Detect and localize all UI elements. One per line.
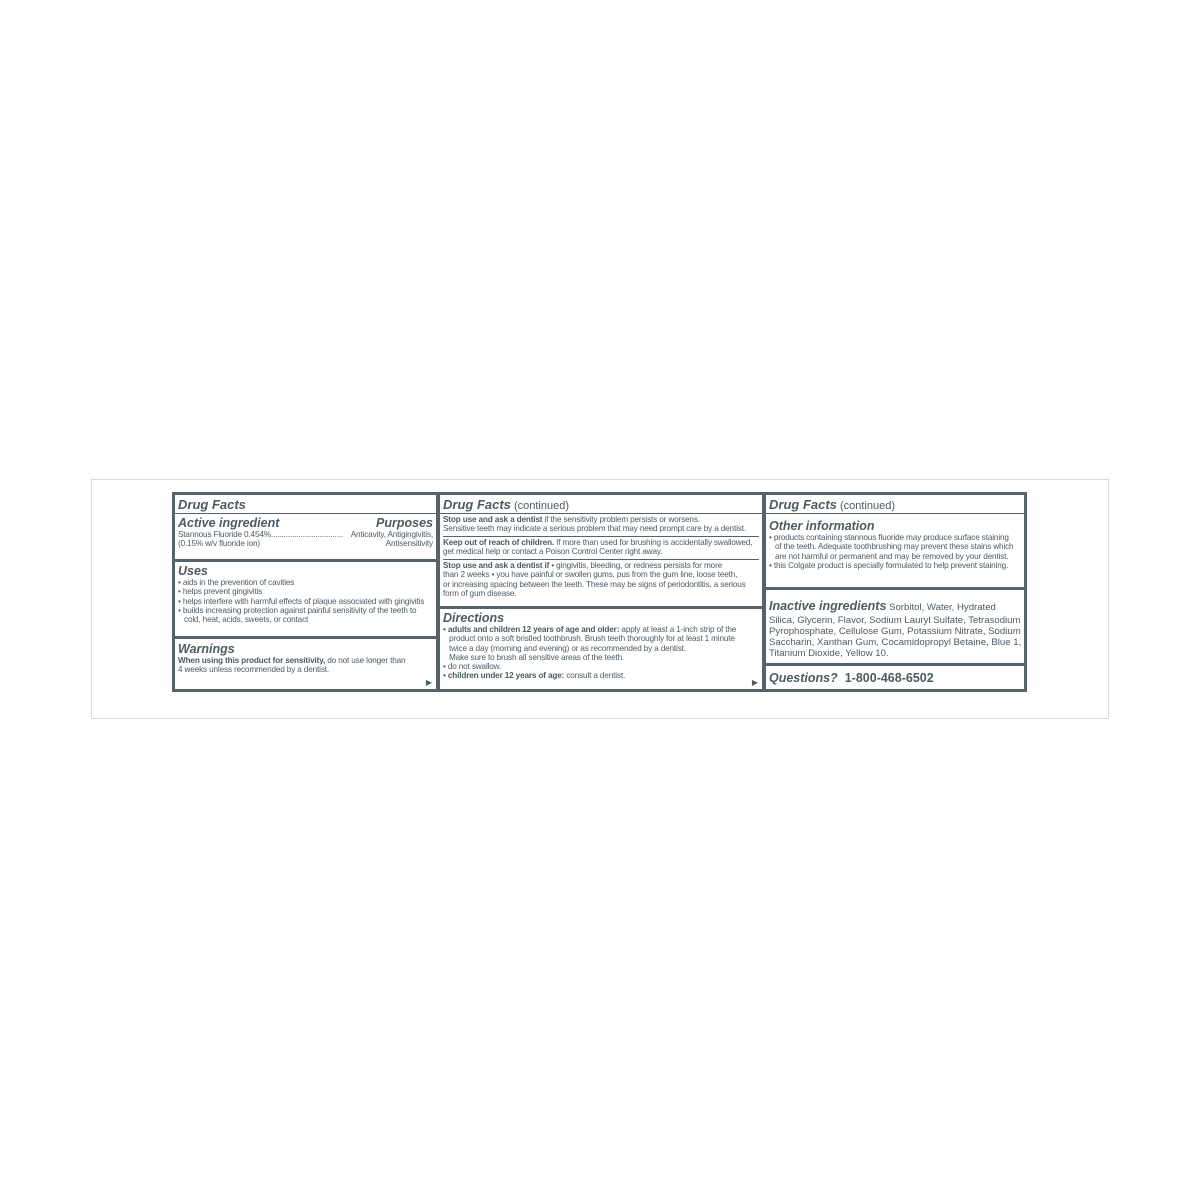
uses-title: Uses	[178, 564, 208, 578]
continue-arrow-icon: ▶	[751, 678, 758, 687]
questions-label: Questions?	[769, 671, 838, 685]
list-item: • builds increasing protection against painful sensitivity of the teeth to	[178, 605, 417, 615]
inactive-ingredients-title: Inactive ingredients	[769, 599, 887, 613]
continue-arrow-icon: ▶	[425, 678, 432, 687]
panel-1-header: Drug Facts	[175, 495, 436, 514]
questions-phone: 1-800-468-6502	[844, 671, 934, 685]
drug-facts-panel-2	[437, 492, 765, 692]
warning-text-2: 4 weeks unless recommended by a dentist.	[178, 665, 330, 675]
uses-section	[175, 565, 436, 624]
divider	[443, 536, 759, 537]
divider	[766, 587, 1024, 590]
directions-title: Directions	[443, 611, 505, 625]
list-item: • helps interfere with harmful effects of plaque associated with gingivitis	[178, 596, 425, 606]
list-item: • aids in the prevention of cavities	[178, 578, 295, 587]
stop-use-section-1: Stop use and ask a dentist if the sensitivity problem persists or worsens. Sensitive teeth may indicate a serious problem that may need prompt care by a dentist.	[443, 515, 746, 534]
divider	[766, 663, 1024, 666]
list-item: cold, heat, acids, sweets, or contact	[184, 615, 309, 625]
warnings-title: Warnings	[178, 642, 235, 656]
stop-use-section-2: Stop use and ask a dentist if • gingivitis, bleeding, or redness persists for more than 2 weeks • you have painful or swollen gums, pus from the gum line, loose teeth, or increasing spacing between the teeth. These may be signs of periodontitis, a serious form of gum disease.	[443, 561, 746, 598]
divider	[175, 559, 436, 562]
warning-text: do not use longer than	[325, 656, 406, 665]
purposes-title: Purposes	[376, 516, 433, 530]
list-item: • helps prevent gingivitis	[178, 587, 263, 597]
divider	[443, 559, 759, 560]
drug-facts-panel-3	[763, 492, 1027, 692]
warnings-section	[175, 643, 436, 675]
ingredient-line-2: (0.15% w/v fluoride ion)	[178, 539, 260, 549]
ingredient-dots: ..................................	[270, 530, 344, 539]
directions-section: Directions • adults and children 12 years of age and older: apply at least a 1-inch strip of the product onto a soft bristled toothbrush. Brush teeth thoroughly for at least 1 minute twice a day (morning and evening) or as recommended by a dentist. Make sure to brush all sensitive areas of the teeth. • do not swallow. • children under 12 years of age: consult a dentist.	[440, 612, 762, 681]
panel-3-header: Drug Facts (continued)	[766, 495, 1024, 514]
drug-facts-panel-1	[172, 492, 439, 692]
ingredient-line-1: Stannous Fluoride 0.454%	[178, 530, 271, 539]
divider	[440, 606, 762, 609]
active-ingredient-section	[175, 517, 436, 549]
purpose-line-1: Anticavity, Antigingivitis,	[350, 530, 433, 539]
divider	[175, 636, 436, 639]
questions-section	[766, 671, 1024, 685]
keep-out-section: Keep out of reach of children. If more than used for brushing is accidentally swallowed, get medical help or contact a Poison Control Center right away.	[443, 538, 753, 557]
inactive-ingredients-section: Inactive ingredients Sorbitol, Water, Hydrated Silica, Glycerin, Flavor, Sodium Lauryl Sulfate, Tetrasodium Pyrophosphate, Cellulose Gum, Potassium Nitrate, Sodium Saccharin, Xanthan Gum, Cocamidopropyl Betaine, Blue 1, Titanium Dioxide, Yellow 10.	[769, 599, 1022, 659]
active-ingredient-title: Active ingredient	[178, 516, 280, 530]
panel-2-header: Drug Facts (continued)	[440, 495, 762, 514]
other-information-section: Other information • products containing stannous fluoride may produce surface staining of the teeth. Adequate toothbrushing may prevent these stains which are not harmful or permanent and may be removed by your dentist. • this Colgate product is specially formulated to help prevent staining.	[766, 520, 1024, 570]
warning-bold: When using this product for sensitivity,	[178, 656, 326, 665]
other-information-title: Other information	[769, 519, 875, 533]
purpose-line-2: Antisensitivity	[385, 539, 433, 549]
